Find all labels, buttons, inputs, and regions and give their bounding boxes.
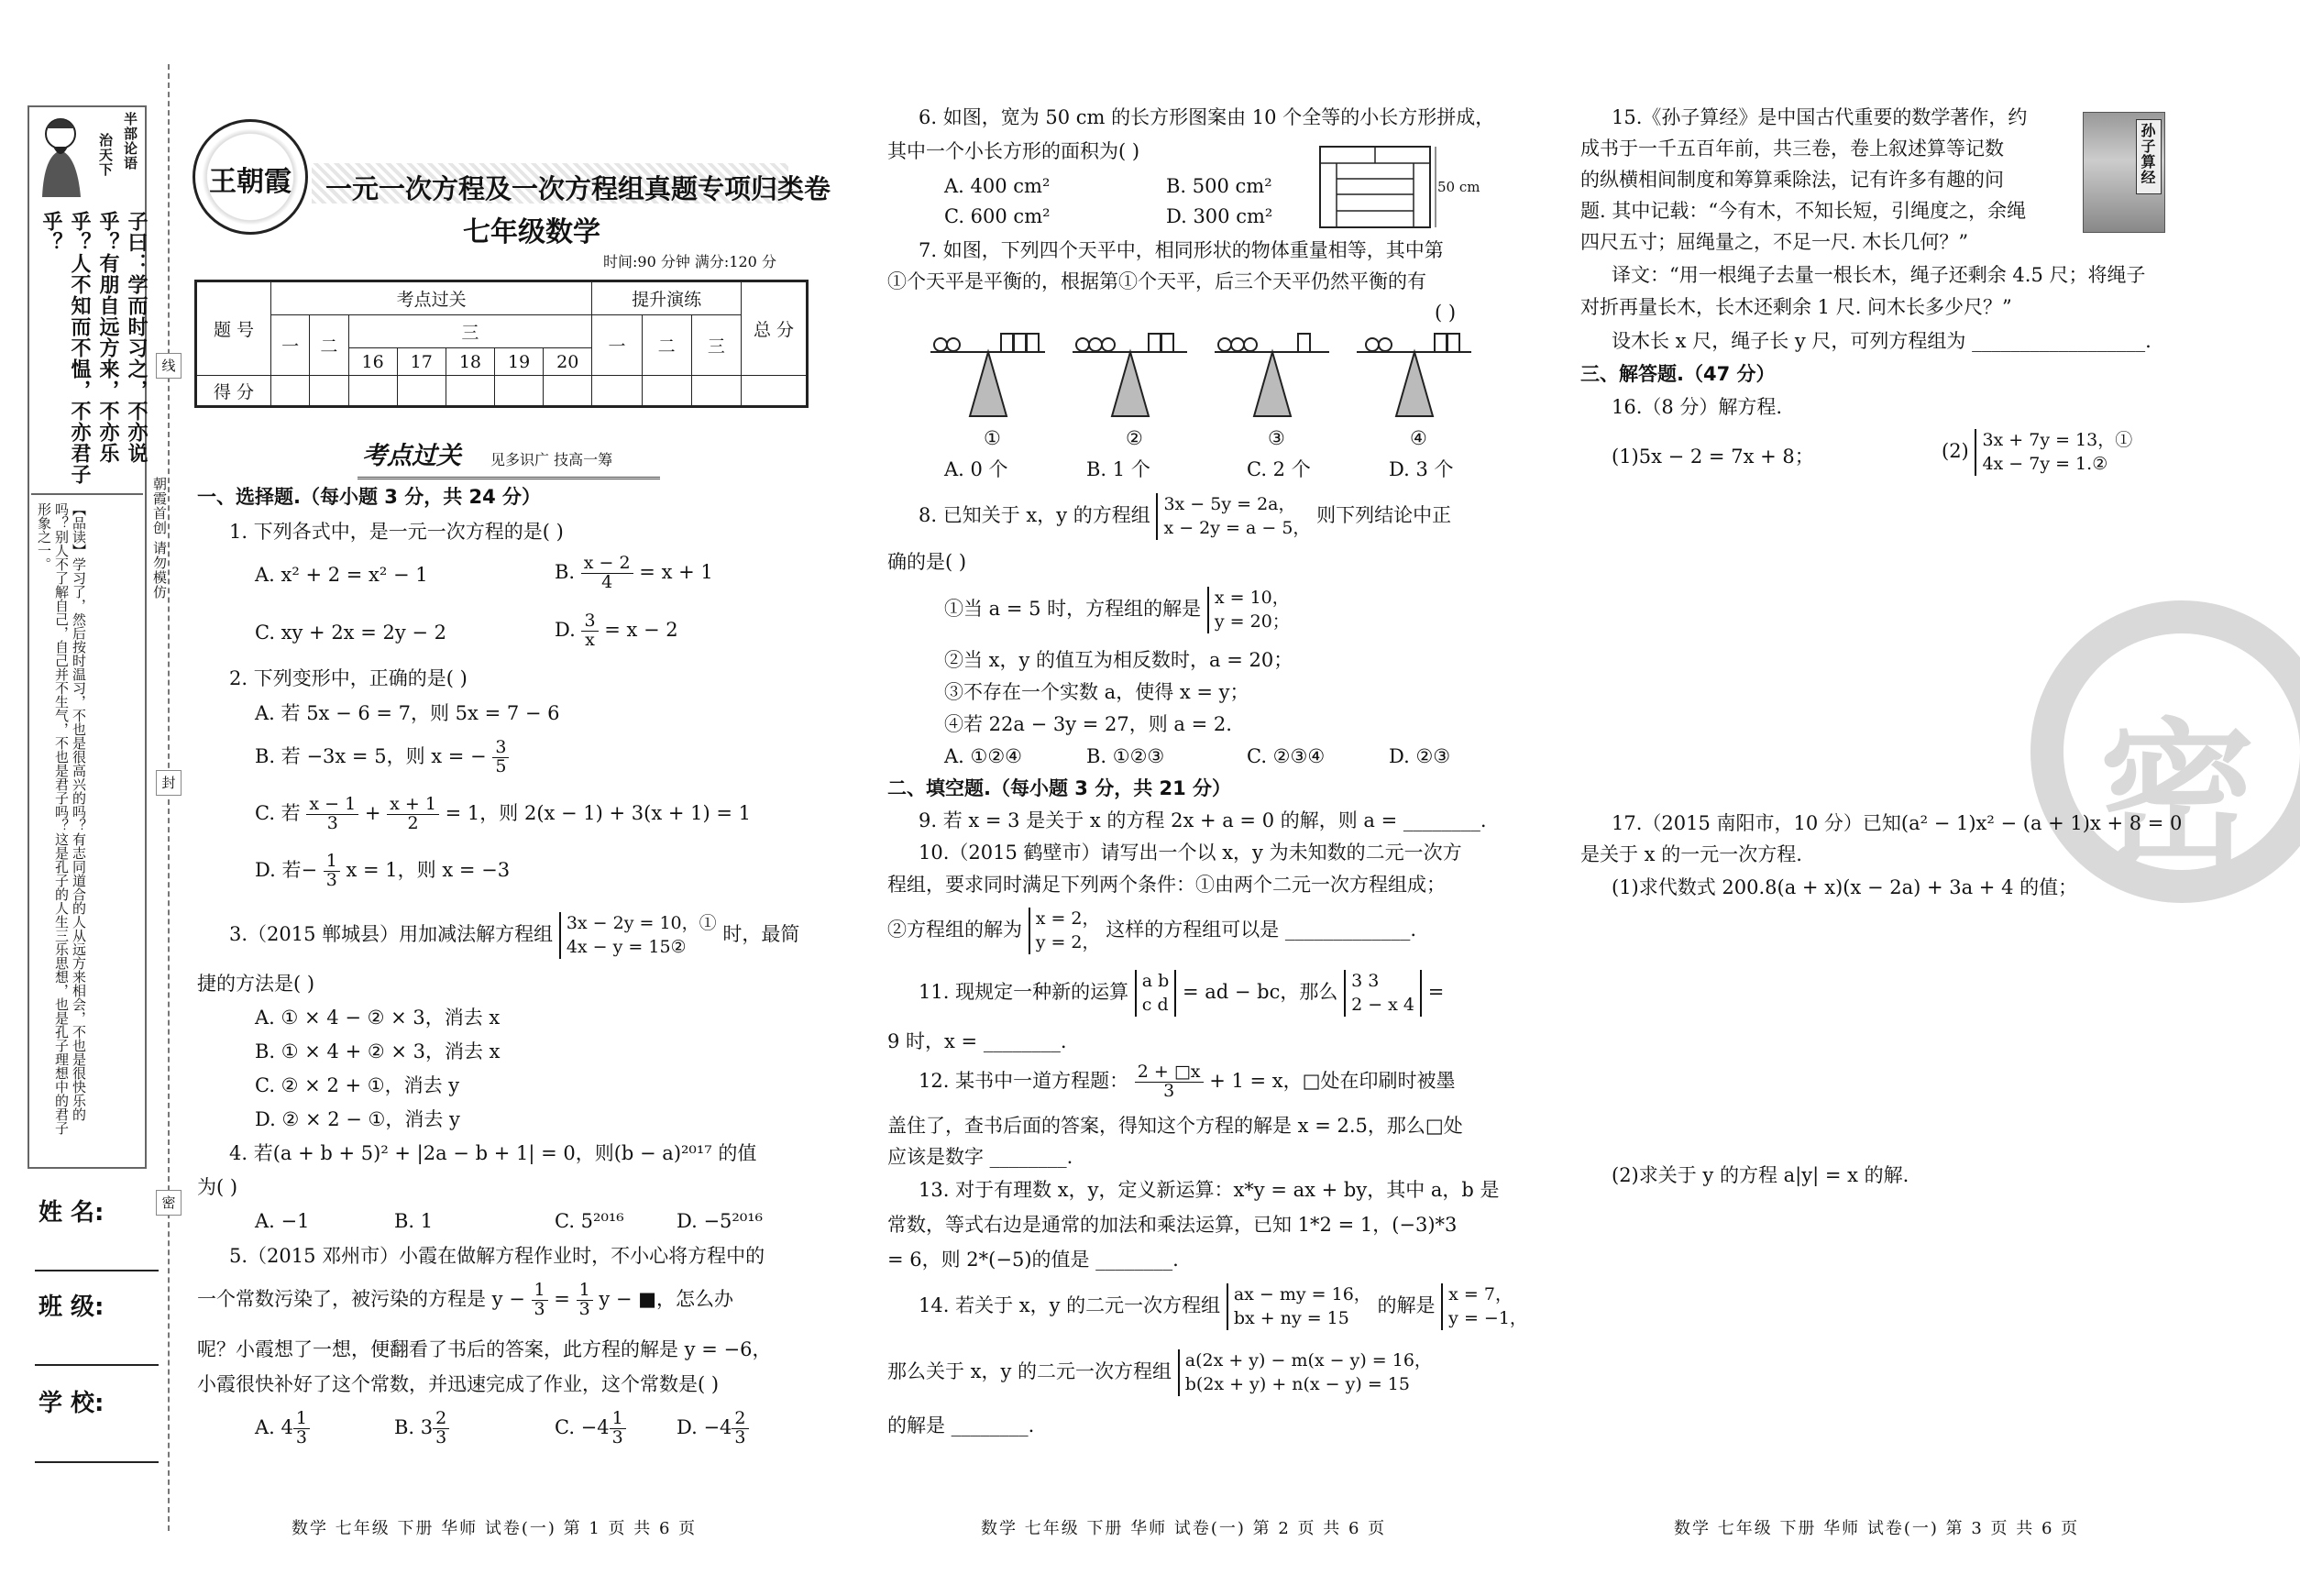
q5-option-d[interactable]	[677, 1410, 749, 1447]
question-15-line4: 题. 其中记载：“今有木，不知长短，引绳度之，余绳	[1580, 200, 2027, 222]
question-15-line2: 成书于一千五百年前，共三卷，卷上叙述算等记数	[1580, 138, 2004, 160]
question-5-line4: 小霞很快补好了这个常数，并迅速完成了作业，这个常数是( )	[197, 1373, 720, 1395]
score-col: 二	[642, 315, 691, 376]
question-14	[919, 1283, 1527, 1330]
section-banner-slogan: 见多识广 技高一筹	[490, 451, 613, 468]
q4-option-c[interactable]: C. 5²⁰¹⁶	[555, 1210, 624, 1232]
q16-2-eq1: 3x + 7y = 13，①	[1982, 430, 2133, 450]
answer-space-q17-1[interactable]	[1580, 908, 2167, 1155]
question-12-line3: 应该是数字 ________.	[887, 1146, 1073, 1168]
question-10-line3	[887, 908, 1416, 954]
q1-option-d[interactable]	[555, 612, 678, 650]
score-col: 三	[691, 315, 741, 376]
q16-2-eq2: 4x − 7y = 1.②	[1982, 453, 2108, 474]
q8-option-d[interactable]: D. ②③	[1389, 745, 1451, 767]
name-field[interactable]	[35, 1270, 159, 1271]
score-col: 二	[310, 315, 348, 376]
section-heading-answer: 三、解答题.（47 分）	[1580, 363, 1776, 385]
question-4-cont: 为( )	[197, 1176, 238, 1198]
q7-option-a[interactable]: A. 0 个	[944, 458, 1008, 480]
q2-option-b[interactable]	[255, 739, 509, 776]
section-banner-title: 考点过关	[362, 442, 461, 470]
q14-mid: 的解是	[1377, 1294, 1436, 1317]
question-13-line2: 常数，等式右边是通常的加法和乘法运算，已知 1*2 = 1，(−3)*3	[887, 1214, 1458, 1236]
score-col: 20	[544, 348, 592, 376]
q4-option-b[interactable]: B. 1	[394, 1210, 434, 1232]
question-7-line2: ①个天平是平衡的，根据第①个天平，后三个天平仍然平衡的有	[887, 270, 1426, 292]
q1d-rest: = x − 2	[604, 618, 678, 641]
q8-option-b[interactable]: B. ①②③	[1086, 745, 1165, 767]
q14-eq2: bx + ny = 15	[1233, 1307, 1349, 1328]
q1d-denominator: x	[585, 629, 595, 650]
question-11	[919, 970, 1444, 1017]
question-7: 7. 如图，下列四个天平中，相同形状的物体重量相等，其中第	[919, 239, 1444, 261]
score-cell[interactable]	[544, 376, 592, 407]
rectangle-tiling-figure	[1318, 145, 1442, 229]
q2c-num2: x + 1	[387, 796, 439, 815]
question-11-cont: 9 时，x = ________.	[887, 1030, 1067, 1052]
scale-label-1: ①	[984, 427, 1001, 449]
q5-option-a[interactable]	[255, 1410, 310, 1447]
q2c-num1: x − 1	[306, 796, 358, 815]
q1d-numerator: 3	[581, 612, 598, 632]
score-col: 三	[348, 315, 592, 348]
question-10: 10.（2015 鹤壁市）请写出一个以 x，y 为未知数的二元一次方	[919, 842, 1462, 864]
q3-eq1: 3x − 2y = 10，①	[566, 913, 717, 933]
score-cell[interactable]	[642, 376, 691, 407]
q8-statement-3: ③不存在一个实数 a，使得 x = y；	[944, 681, 1249, 703]
copyright-note: 朝霞首创 请勿模仿	[151, 477, 168, 600]
q8-1-pre: ①当 a = 5 时，方程组的解是	[944, 598, 1202, 621]
q1-option-a[interactable]: A. x² + 2 = x² − 1	[255, 564, 428, 586]
q5b-num: 2	[433, 1410, 449, 1429]
question-15-line6: 译文：“用一根绳子去量一根长木，绳子还剩余 4.5 尺；将绳子	[1612, 264, 2146, 286]
q2d-numerator: 1	[324, 853, 340, 872]
question-15-line7: 对折再量长木，长木还剩余 1 尺. 问木长多少尺？”	[1580, 296, 2012, 318]
q7-option-b[interactable]: B. 1 个	[1086, 458, 1150, 480]
q14-f2: b(2x + y) + n(x − y) = 15	[1184, 1373, 1410, 1394]
score-col: 一	[592, 315, 642, 376]
question-7-paren: ( )	[1435, 302, 1457, 324]
question-3-cont: 捷的方法是( )	[197, 973, 315, 995]
score-total: 总 分	[742, 281, 808, 376]
score-col: 18	[446, 348, 494, 376]
q6-option-d[interactable]: D. 300 cm²	[1166, 205, 1273, 227]
q5-option-c[interactable]	[555, 1410, 626, 1447]
q2-option-c[interactable]	[255, 796, 751, 833]
q11-mid: = ad − bc，那么	[1182, 981, 1338, 1004]
scale-label-3: ③	[1268, 427, 1285, 449]
q5a-whole: A. 4	[255, 1415, 293, 1438]
question-12-line2: 盖住了，查书后面的答案，得知这个方程的解是 x = 2.5，那么□处	[887, 1115, 1463, 1137]
q11-m2: c d	[1141, 994, 1169, 1015]
q5d-whole: D. −4	[677, 1415, 732, 1438]
section-heading-choice: 一、选择题.（每小题 3 分，共 24 分）	[197, 486, 542, 508]
q2-option-d[interactable]	[255, 853, 510, 890]
q5c-den: 3	[611, 1426, 623, 1447]
q17-part-2: (2)求关于 y 的方程 a|y| = x 的解.	[1612, 1164, 1909, 1186]
q12-numerator: 2 + □x	[1135, 1063, 1204, 1083]
q2c-plus: +	[364, 801, 381, 824]
q14-f1: a(2x + y) − m(x − y) = 16，	[1184, 1350, 1432, 1370]
question-13: 13. 对于有理数 x，y，定义新运算：x*y = ax + by，其中 a，b 是	[919, 1179, 1500, 1201]
q6-option-a[interactable]: A. 400 cm²	[944, 175, 1051, 197]
q12-pre: 12. 某书中一道方程题：	[919, 1069, 1129, 1092]
question-15-line3: 的纵横相间制度和筹算乘除法，记有许多有趣的问	[1580, 169, 2004, 191]
q11-post: =	[1427, 981, 1445, 1004]
score-cell[interactable]	[592, 376, 642, 407]
scale-label-2: ②	[1126, 427, 1143, 449]
q3-eq2: 4x − y = 15②	[566, 936, 687, 957]
q2b-text: B. 若 −3x = 5，则 x = −	[255, 744, 487, 767]
score-group-basic: 考点过关	[271, 281, 592, 315]
q8-statement-2: ②当 x，y 的值互为相反数时，a = 20；	[944, 649, 1293, 671]
q5d-den: 3	[734, 1426, 746, 1447]
q5b-den: 3	[435, 1426, 447, 1447]
class-label: 班 级:	[39, 1293, 105, 1321]
q2c-den1: 3	[326, 812, 338, 833]
q14-eq1: ax − my = 16，	[1233, 1284, 1371, 1304]
q2d-pre: D. 若−	[255, 858, 318, 881]
question-14-line3: 的解是 ________.	[887, 1414, 1035, 1436]
q6-option-b[interactable]: B. 500 cm²	[1166, 175, 1272, 197]
seam-mark-mid: 封	[156, 770, 182, 796]
q14-l2-pre: 那么关于 x，y 的二元一次方程组	[887, 1360, 1172, 1383]
scale-label-4: ④	[1410, 427, 1427, 449]
q2b-denominator: 5	[495, 755, 507, 776]
q14-pre: 14. 若关于 x，y 的二元一次方程组	[919, 1294, 1221, 1317]
q2-option-a[interactable]: A. 若 5x − 6 = 7，则 5x = 7 − 6	[255, 702, 560, 724]
score-cell[interactable]	[495, 376, 544, 407]
q7-option-d[interactable]: D. 3 个	[1389, 458, 1454, 480]
q5a-den: 3	[295, 1426, 307, 1447]
q5-l2-eq: =	[554, 1287, 570, 1310]
q5-l2-den2: 3	[578, 1298, 590, 1319]
q10-pre: ②方程组的解为	[887, 919, 1022, 941]
score-cell[interactable]	[397, 376, 446, 407]
q11-m1: a b	[1141, 971, 1170, 991]
score-row-score-label: 得 分	[196, 376, 271, 407]
q1-option-c[interactable]: C. xy + 2x = 2y − 2	[255, 622, 447, 644]
time-info: 时间:90 分钟 满分:120 分	[603, 253, 776, 270]
score-col: 一	[271, 315, 310, 376]
q16-part-2	[1942, 429, 2132, 476]
margin-note: 【品读】学习了，然后按时温习，不也是很高兴的吗？有志同道合的人从远方来相会，不也是很快乐的吗？别人不了解自己，自己并不生气，不也是君子吗？这是孔子的人生三乐思想，也是孔子理想中的君子形象之一。	[36, 502, 87, 1135]
q2d-denominator: 3	[325, 869, 337, 890]
q3-post: 时，最简	[722, 923, 800, 946]
q10-eq1: x = 2，	[1035, 908, 1100, 929]
question-15: 15.《孙子算经》是中国古代重要的数学著作，约	[1612, 106, 2028, 128]
score-cell[interactable]	[742, 376, 808, 407]
question-6: 6. 如图，宽为 50 cm 的长方形图案由 10 个全等的小长方形拼成，	[919, 106, 1495, 128]
q12-post: + 1 = x，□处在印刷时被墨	[1209, 1069, 1456, 1092]
score-cell[interactable]	[348, 376, 397, 407]
score-table	[194, 280, 809, 408]
section-heading-fill: 二、填空题.（每小题 3 分，共 21 分）	[887, 777, 1232, 799]
score-cell[interactable]	[310, 376, 348, 407]
score-group-advanced: 提升演练	[592, 281, 742, 315]
question-5-line2	[197, 1282, 733, 1319]
q5-l2-post: y − ■，怎么办	[599, 1287, 734, 1310]
q11-n2: 2 − x 4	[1351, 994, 1414, 1015]
q16-part-1: (1)5x − 2 = 7x + 8；	[1612, 446, 1814, 468]
q5b-whole: B. 3	[394, 1415, 434, 1438]
question-13-line3: = 6，则 2*(−5)的值是 ________.	[887, 1249, 1179, 1271]
margin-divider	[31, 493, 143, 495]
question-17: 17.（2015 南阳市，10 分）已知(a² − 1)x² − (a + 1)x + 8 = 0	[1612, 812, 2183, 834]
q6-figure-label: 50 cm	[1437, 179, 1480, 195]
seam-mark-top: 线	[156, 353, 182, 379]
question-4: 4. 若(a + b + 5)² + |2a − b + 1| = 0，则(b − a)²⁰¹⁷ 的值	[229, 1142, 757, 1164]
q5c-num: 1	[610, 1410, 626, 1429]
q10-eq2: y = 2，	[1035, 931, 1100, 952]
answer-space-q17-2[interactable]	[1580, 1196, 2167, 1490]
q1b-label: B.	[555, 560, 576, 583]
q2c-den2: 2	[407, 812, 419, 833]
q1-option-b[interactable]	[555, 555, 713, 592]
question-15-line8: 设木长 x 尺，绳子长 y 尺，可列方程组为 __________________.	[1612, 330, 2151, 352]
question-12	[919, 1063, 1455, 1101]
footer-page-2: 数学 七年级 下册 华师 试卷(一) 第 2 页 共 6 页	[981, 1519, 1387, 1538]
q14-sol2: y = −1，	[1448, 1307, 1527, 1328]
q5-l2-den1: 3	[534, 1298, 545, 1319]
q17-part-1: (1)求代数式 200.8(a + x)(x − 2a) + 3a + 4 的值；	[1612, 876, 2078, 898]
question-9: 9. 若 x = 3 是关于 x 的方程 2x + a = 0 的解，则 a = ________.	[919, 809, 1487, 831]
q14-sol1: x = 7，	[1448, 1284, 1513, 1304]
q11-pre: 11. 现规定一种新的运算	[919, 981, 1129, 1004]
q8-1-eq1: x = 10，	[1214, 588, 1290, 608]
balance-scales-figure	[926, 332, 1494, 424]
question-14-line2	[887, 1349, 1432, 1396]
q8-statement-4: ④若 22a − 3y = 27，则 a = 2.	[944, 713, 1232, 735]
q8-option-a[interactable]: A. ①②④	[944, 745, 1022, 767]
paper-subject: 七年级数学	[463, 216, 600, 248]
q8-1-eq2: y = 20；	[1214, 611, 1290, 632]
score-col: 16	[348, 348, 397, 376]
margin-quote: 子曰：学而时习之，不亦说乎？有朋自远方来，不亦乐乎？人不知而不愠，不亦君子乎？	[39, 211, 148, 485]
q6-option-c[interactable]: C. 600 cm²	[944, 205, 1051, 227]
q5-l2-num2: 1	[577, 1282, 593, 1301]
q3-option-b[interactable]: B. ① × 4 + ② × 3，消去 x	[255, 1040, 501, 1062]
q16-2-label: (2)	[1942, 440, 1969, 463]
question-2: 2. 下列变形中，正确的是( )	[229, 667, 468, 689]
q5-l2-pre: 一个常数污染了，被污染的方程是 y −	[197, 1287, 525, 1310]
q1b-rest: = x + 1	[639, 560, 713, 583]
score-cell[interactable]	[691, 376, 741, 407]
question-3	[229, 912, 799, 959]
q8-eq1: 3x − 5y = 2a，	[1163, 494, 1296, 514]
seam-mark-bottom: 密	[156, 1190, 182, 1216]
q8-pre: 8. 已知关于 x，y 的方程组	[919, 504, 1150, 527]
school-label: 学 校:	[39, 1390, 105, 1417]
question-5-line3: 呢？小霞想了一想，便翻看了书后的答案，此方程的解是 y = −6，	[197, 1338, 772, 1360]
q2d-post: x = 1，则 x = −3	[346, 858, 511, 881]
binding-line	[168, 64, 170, 1531]
q5d-num: 2	[732, 1410, 748, 1429]
q1b-denominator: 4	[601, 571, 613, 592]
q8-eq2: x − 2y = a − 5，	[1163, 517, 1311, 538]
question-8	[919, 493, 1451, 540]
q12-denominator: 3	[1163, 1080, 1175, 1101]
q2b-numerator: 3	[492, 739, 509, 758]
school-field[interactable]	[35, 1461, 159, 1463]
q5-l2-num1: 1	[532, 1282, 548, 1301]
margin-subtitle: 治天下	[97, 133, 114, 177]
q11-n1: 3 3	[1351, 971, 1380, 991]
q1b-numerator: x − 2	[581, 555, 633, 574]
q3-option-c[interactable]: C. ② × 2 + ①，消去 y	[255, 1074, 460, 1096]
q8-statement-1	[944, 587, 1290, 633]
q8-option-c[interactable]: C. ②③④	[1247, 745, 1326, 767]
footer-page-1: 数学 七年级 下册 华师 试卷(一) 第 1 页 共 6 页	[292, 1519, 698, 1538]
class-field[interactable]	[35, 1364, 159, 1366]
question-15-line5: 四尺五寸；屈绳量之，不足一尺. 木长几何？”	[1580, 231, 1969, 253]
question-10-line2: 程组，要求同时满足下列两个条件：①由两个二元一次方程组成；	[887, 874, 1446, 896]
question-6-cont: 其中一个小长方形的面积为( )	[887, 140, 1140, 162]
q3-option-a[interactable]: A. ① × 4 − ② × 3，消去 x	[255, 1007, 501, 1029]
score-cell[interactable]	[271, 376, 310, 407]
q2c-pre: C. 若	[255, 801, 301, 824]
q8-post: 则下列结论中正	[1316, 504, 1452, 527]
score-col: 19	[495, 348, 544, 376]
confucius-portrait	[33, 110, 90, 197]
q4-option-a[interactable]: A. −1	[255, 1210, 310, 1232]
q10-post: 这样的方程组可以是 _____________.	[1106, 919, 1417, 941]
score-row-label: 题 号	[196, 281, 271, 376]
question-5: 5.（2015 邓州市）小霞在做解方程作业时，不小心将方程中的	[229, 1245, 765, 1267]
q3-pre: 3.（2015 郸城县）用加减法解方程组	[229, 923, 554, 946]
seal-character: 密	[2099, 705, 2256, 886]
question-17-line2: 是关于 x 的一元一次方程.	[1580, 843, 1802, 865]
brand-logo	[193, 119, 308, 235]
question-16: 16.（8 分）解方程.	[1612, 396, 1783, 418]
q3-option-d[interactable]: D. ② × 2 − ①，消去 y	[255, 1108, 460, 1130]
q5a-num: 1	[293, 1410, 310, 1429]
paper-title: 一元一次方程及一次方程组真题专项归类卷	[325, 173, 831, 204]
book-title: 孙子算经	[2139, 123, 2156, 185]
score-cell[interactable]	[446, 376, 494, 407]
q7-option-c[interactable]: C. 2 个	[1247, 458, 1311, 480]
q5-option-b[interactable]	[394, 1410, 449, 1447]
margin-title: 半部论语	[122, 112, 138, 171]
score-col: 17	[397, 348, 446, 376]
q5c-whole: C. −4	[555, 1415, 610, 1438]
q4-option-d[interactable]: D. −5²⁰¹⁶	[677, 1210, 764, 1232]
question-1: 1. 下列各式中，是一元一次方程的是( )	[229, 521, 564, 543]
logo-text: 王朝霞	[209, 166, 292, 198]
q1d-label: D.	[555, 618, 576, 641]
name-label: 姓 名:	[39, 1199, 105, 1227]
footer-page-3: 数学 七年级 下册 华师 试卷(一) 第 3 页 共 6 页	[1674, 1519, 2080, 1538]
q2c-post: = 1，则 2(x − 1) + 3(x + 1) = 1	[445, 801, 752, 824]
question-8-cont: 确的是( )	[887, 551, 967, 573]
